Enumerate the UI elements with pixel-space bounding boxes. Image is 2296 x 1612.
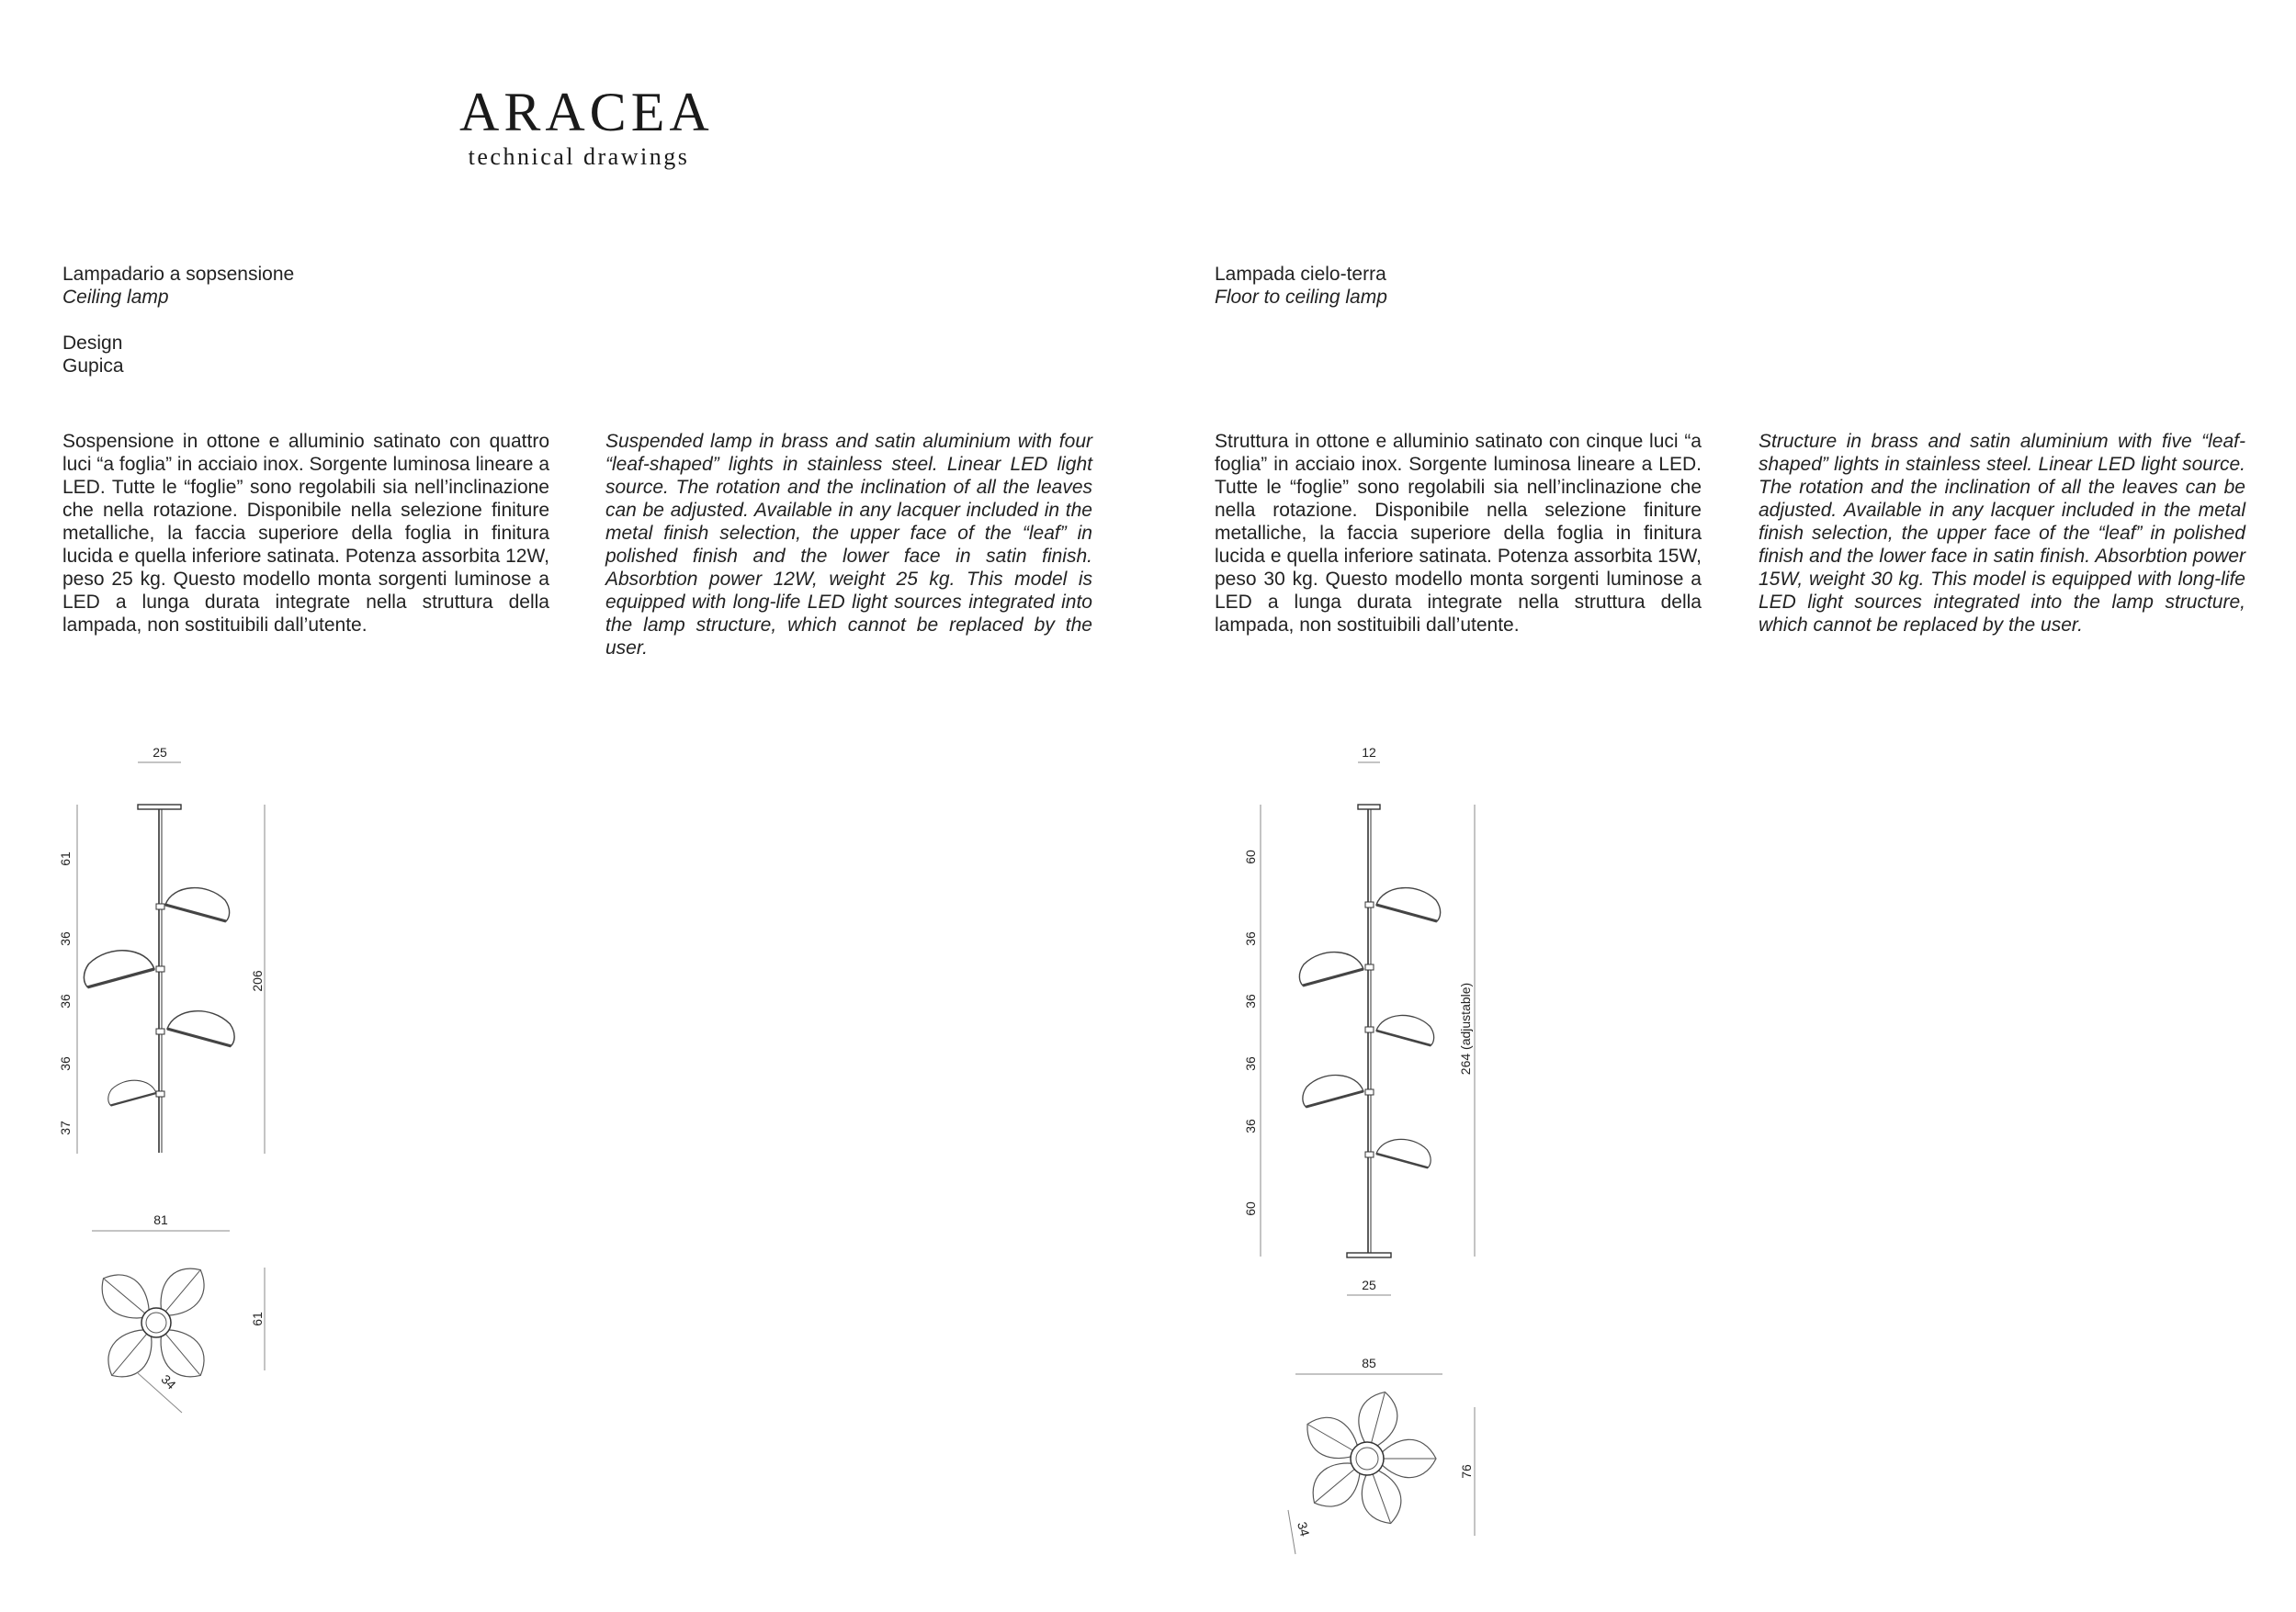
floor-dim-seg4: 36 [1243, 1056, 1258, 1071]
floor-dim-total: 264 (adjustable) [1458, 982, 1473, 1076]
floor-dim-seg2: 36 [1243, 931, 1258, 946]
floor-dim-top: 12 [1362, 745, 1376, 760]
ceiling-dim-plan-width: 81 [153, 1212, 168, 1227]
floor-dim-plan-height: 76 [1459, 1464, 1474, 1479]
ceiling-dim-seg4: 36 [58, 1056, 73, 1071]
ceiling-leaf-1 [165, 888, 230, 921]
ceiling-dim-top: 25 [153, 745, 167, 760]
ceiling-dim-seg5: 37 [58, 1121, 73, 1135]
floor-dim-seg5: 36 [1243, 1119, 1258, 1133]
floor-dim-plan-width: 85 [1362, 1356, 1376, 1370]
floor-description-en: Structure in brass and satin aluminium with five “leaf-shaped” lights in stainless steel. Linear LED light source. The rotation and the inclination of all the leaves can be adjusted. Available in any lacquer included in the metal finish selection, the upper face of the “leaf” in polished finish and the lower face in satin finish. Absorbtion power 15W, weight 30 kg. This model is equipped with long-life LED light sources integrated into the lamp structure, which cannot be replaced by the user. [1759, 431, 2245, 636]
floor-base [1347, 1253, 1391, 1257]
ceiling-leaf-2 [84, 951, 154, 987]
floor-leaf-2 [1299, 953, 1363, 986]
ceiling-dim-plan-height: 61 [250, 1312, 265, 1326]
ceiling-dim-total: 206 [250, 970, 265, 992]
floor-dim-seg3: 36 [1243, 994, 1258, 1009]
ceiling-label-it: Lampadario a sopsensione [62, 264, 295, 285]
ceiling-description-en: Suspended lamp in brass and satin aluminium with four “leaf-shaped” lights in stainless steel. Linear LED light source. The rotation and the inclination of all the leaves can be adjusted. Available in any lacquer included in the metal finish selection, the upper face of the “leaf” in polished finish and the lower face in satin finish. Absorbtion power 12W, weight 25 kg. This model is equipped with long-life LED light sources integrated into the lamp structure, which cannot be replaced by the user. [605, 431, 1092, 659]
floor-leaf-5 [1376, 1139, 1431, 1167]
floor-description-it: Struttura in ottone e alluminio satinato con cinque luci “a foglia” in acciaio inox. Sorgente luminosa lineare a LED. Tutte le “foglie” sono regolabili sia nell’inclinazione che nella rotazione. Disponibile nella selezione finiture metalliche, la faccia superiore della foglia in finitura lucida e quella inferiore satinata. Potenza assorbita 15W, peso 30 kg. Questo modello monta sorgenti luminose a LED a lunga durata integrate nella struttura della lampada, non sostituibili dall’utente. [1215, 431, 1702, 636]
floor-label-en: Floor to ceiling lamp [1215, 287, 1387, 308]
floor-dim-seg1: 60 [1243, 850, 1258, 864]
ceiling-leaf-4 [108, 1080, 156, 1105]
ceiling-dim-seg3: 36 [58, 994, 73, 1009]
ceiling-elevation [58, 745, 265, 1154]
designer-name: Gupica [62, 355, 124, 377]
brand-title: ARACEA [459, 82, 714, 142]
floor-plan [1288, 1356, 1475, 1554]
floor-leaf-4 [1303, 1076, 1363, 1108]
floor-canopy [1358, 805, 1380, 809]
ceiling-dim-leaf: 34 [158, 1371, 179, 1392]
floor-dim-base: 25 [1362, 1278, 1376, 1292]
ceiling-label-en: Ceiling lamp [62, 287, 169, 308]
floor-label-it: Lampada cielo-terra [1215, 264, 1386, 285]
ceiling-dim-seg2: 36 [58, 931, 73, 946]
ceiling-plan [91, 1212, 265, 1413]
ceiling-dim-seg1: 61 [58, 851, 73, 866]
ceiling-description-it: Sospensione in ottone e alluminio satinato con quattro luci “a foglia” in acciaio inox. Sorgente luminosa lineare a LED. Tutte le “foglie” sono regolabili sia nell’inclinazione che nella rotazione. Disponibile nella selezione finiture metalliche, la faccia superiore della foglia in finitura lucida e quella inferiore satinata. Potenza assorbita 12W, peso 25 kg. Questo modello monta sorgenti luminose a LED a lunga durata integrate nella struttura della lampada, non sostituibili dall’utente. [62, 431, 549, 636]
ceiling-leaf-3 [167, 1011, 234, 1046]
ceiling-canopy [138, 805, 181, 809]
design-label: Design [62, 333, 123, 354]
floor-leaf-1 [1376, 888, 1441, 921]
floor-dim-seg6: 60 [1243, 1201, 1258, 1216]
floor-dim-leaf: 34 [1295, 1520, 1313, 1539]
brand-subtitle: technical drawings [468, 143, 690, 170]
floor-elevation [1243, 745, 1475, 1295]
floor-leaf-3 [1376, 1015, 1434, 1045]
